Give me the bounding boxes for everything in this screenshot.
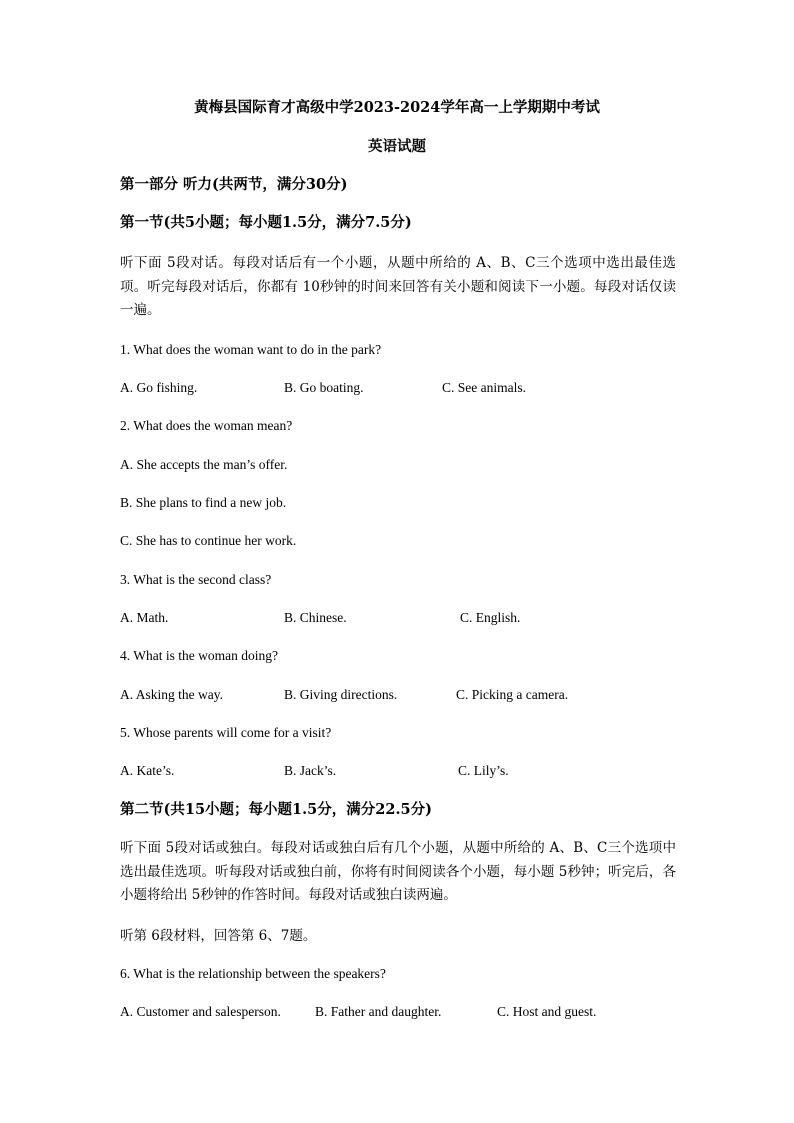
material-6-note: 听第 6段材料，回答第 6、7题。 xyxy=(120,928,317,944)
question-6-stem: 6. What is the relationship between the speakers? xyxy=(120,966,386,981)
question-5-option-c: C. Lily’s. xyxy=(458,763,509,778)
question-4-stem: 4. What is the woman doing? xyxy=(120,648,278,663)
question-2-option-c: C. She has to continue her work. xyxy=(120,533,297,548)
question-5-stem: 5. Whose parents will come for a visit? xyxy=(120,725,332,740)
question-1-stem: 1. What does the woman want to do in the park? xyxy=(120,342,382,357)
section1-heading: 第一节(共5小题；每小题1.5分，满分7.5分) xyxy=(120,214,412,231)
section1-instructions: 听下面 5段对话。每段对话后有一个小题，从题中所给的 A、B、C三个选项中选出最佳选项。听完每段对话后，你都有 10秒钟的时间来回答有关小题和阅读下一小题。每段对话仅读一遍。 xyxy=(120,255,676,318)
exam-title: 黄梅县国际育才高级中学2023-2024学年高一上学期期中考试 xyxy=(194,99,600,116)
question-2-option-a: A. She accepts the man’s offer. xyxy=(120,457,288,472)
question-1-option-c: C. See animals. xyxy=(442,380,526,395)
question-5-option-a: A. Kate’s. xyxy=(120,763,175,778)
question-3-option-a: A. Math. xyxy=(120,610,169,625)
question-6-option-a: A. Customer and salesperson. xyxy=(120,1004,281,1019)
question-3-option-b: B. Chinese. xyxy=(284,610,347,625)
question-1-option-a: A. Go fishing. xyxy=(120,380,198,395)
question-1-option-b: B. Go boating. xyxy=(284,380,364,395)
question-4-option-a: A. Asking the way. xyxy=(120,687,223,702)
part1-heading: 第一部分 听力(共两节，满分30分) xyxy=(120,176,348,193)
question-3-option-c: C. English. xyxy=(460,610,521,625)
question-6-option-b: B. Father and daughter. xyxy=(315,1004,442,1019)
question-5-option-b: B. Jack’s. xyxy=(284,763,337,778)
question-3-stem: 3. What is the second class? xyxy=(120,572,272,587)
question-6-option-c: C. Host and guest. xyxy=(497,1004,597,1019)
question-4-option-c: C. Picking a camera. xyxy=(456,687,569,702)
question-2-option-b: B. She plans to find a new job. xyxy=(120,495,287,510)
section2-heading: 第二节(共15小题；每小题1.5分，满分22.5分) xyxy=(120,801,432,818)
exam-subtitle: 英语试题 xyxy=(368,138,426,155)
section2-instructions: 听下面 5段对话或独白。每段对话或独白后有几个小题，从题中所给的 A、B、C三个选项中选出最佳选项。听每段对话或独白前，你将有时间阅读各个小题，每小题 5秒钟；听完后，各小题将给出 5秒钟的作答时间。每段对话或独白读两遍。 xyxy=(120,840,676,903)
question-4-option-b: B. Giving directions. xyxy=(284,687,398,702)
question-2-stem: 2. What does the woman mean? xyxy=(120,418,293,433)
